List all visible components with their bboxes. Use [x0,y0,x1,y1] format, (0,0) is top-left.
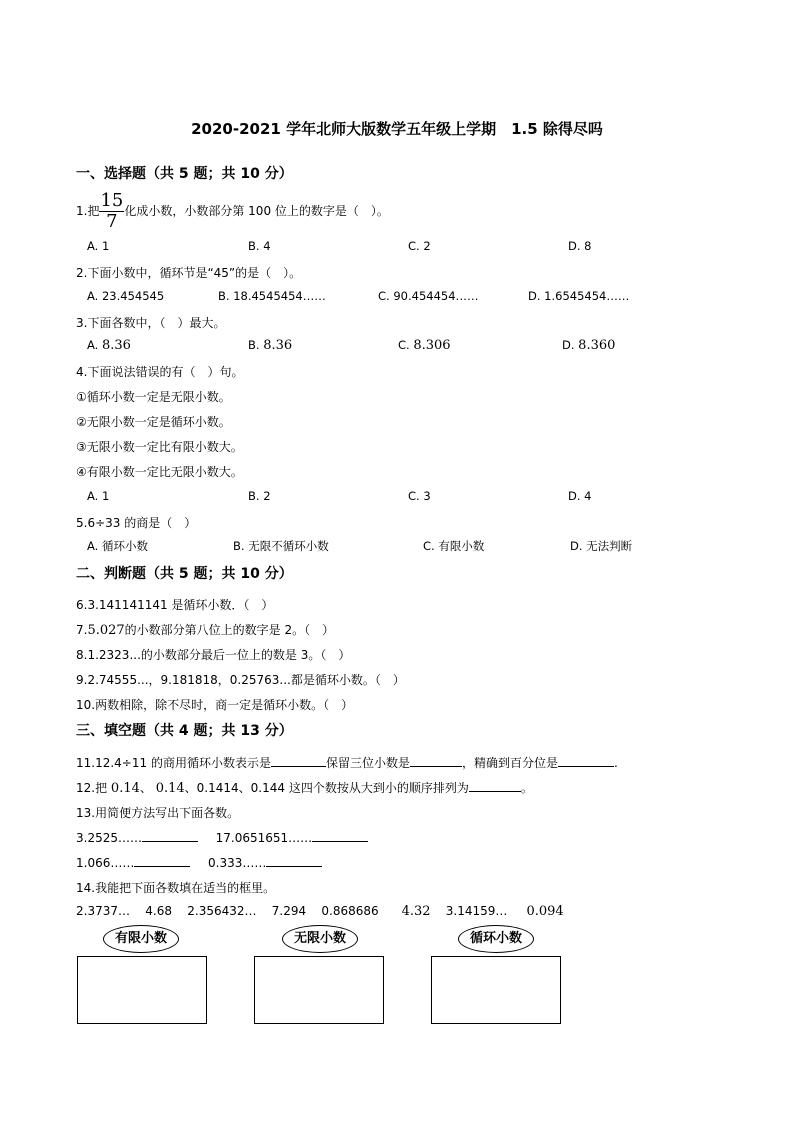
q2-option-c[interactable]: C. 90.454454…… [378,289,479,303]
label-repeating-decimal: 循环小数 [458,925,534,953]
question-4: 4.下面说法错误的有（ ）句。 [76,365,244,379]
q4-statement-3: ③无限小数一定比有限小数大。 [76,440,243,454]
q11-blank-1[interactable] [271,754,326,767]
question-8: 8.1.2323...的小数部分最后一位上的数是 3。（ ） [76,648,351,662]
q5-option-b[interactable]: B. 无限不循环小数 [233,539,329,553]
q2-option-d[interactable]: D. 1.6545454…… [528,289,630,303]
q4-option-b[interactable]: B. 2 [248,489,271,503]
q12-value-2: 0.14 [155,781,185,796]
q2-option-b[interactable]: B. 18.4545454…… [218,289,326,303]
question-1 [76,192,389,231]
q5-option-a[interactable]: A. 循环小数 [87,539,148,553]
q12-prefix: 12.把 [76,781,108,795]
q11-text-a: 11.12.4÷11 的商用循环小数表示是 [76,756,271,770]
question-12 [76,779,533,796]
option-label: B. [248,338,260,352]
q7-suffix: 的小数部分第八位上的数字是 2。（ ） [124,623,335,637]
q5-option-d[interactable]: D. 无法判断 [570,539,633,553]
q13-item-4: 0.333…… [208,856,267,870]
question-10: 10.两数相除，除不尽时，商一定是循环小数。（ ） [76,698,354,712]
q1-option-c[interactable]: C. 2 [408,239,431,253]
q4-statement-4: ④有限小数一定比无限小数大。 [76,465,243,479]
q12-suffix: 、0.1414、0.144 这四个数按从大到小的顺序排列为 [184,781,469,795]
q2-option-a[interactable]: A. 23.454545 [87,289,165,303]
question-5: 5.6÷33 的商是（ ） [76,516,197,530]
option-value: 8.306 [413,338,451,353]
q13-blank-1[interactable] [142,829,198,842]
q14-number[interactable]: 4.32 [401,904,431,919]
q14-number[interactable]: 2.356432… [187,904,257,918]
question-3: 3.下面各数中，（ ）最大。 [76,316,226,330]
q12-value-1: 0.14 [110,781,140,796]
question-14: 14.我能把下面各数填在适当的框里。 [76,881,276,895]
q14-number[interactable]: 3.14159… [445,904,508,918]
q1-option-a[interactable]: A. 1 [87,239,110,253]
q12-separator: 、 [139,781,152,795]
q4-option-a[interactable]: A. 1 [87,489,110,503]
q13-row-2 [76,854,322,870]
infinite-decimal-box[interactable] [254,956,384,1024]
label-finite-decimal: 有限小数 [103,925,179,953]
q11-text-b: 保留三位小数是 [325,756,410,770]
q13-item-2: 17.0651651…… [215,831,313,845]
q14-number[interactable]: 0.094 [526,904,564,919]
finite-decimal-box[interactable] [77,956,207,1024]
q13-blank-3[interactable] [134,854,190,867]
question-13: 13.用简便方法写出下面各数。 [76,806,240,820]
q11-text-d: . [613,756,618,770]
q4-statement-1: ①循环小数一定是无限小数。 [76,390,231,404]
q13-item-3: 1.066…… [76,856,135,870]
q1-option-d[interactable]: D. 8 [568,239,592,253]
q1-prefix: 1.把 [76,204,100,218]
section-heading-choice: 一、选择题（共 5 题；共 10 分） [76,166,293,182]
q4-option-d[interactable]: D. 4 [568,489,592,503]
q4-option-c[interactable]: C. 3 [408,489,431,503]
q1-option-b[interactable]: B. 4 [248,239,271,253]
q14-number[interactable]: 4.68 [145,904,172,918]
section-heading-judge: 二、判断题（共 5 题；共 10 分） [76,566,293,582]
option-value: 8.360 [578,338,616,353]
q13-item-1: 3.2525…… [76,831,142,845]
q11-blank-3[interactable] [558,754,614,767]
q12-blank[interactable] [469,779,521,792]
q11-text-c: ，精确到百分位是 [461,756,558,770]
q3-option-c[interactable] [398,338,451,353]
q13-row-1 [76,829,368,845]
q3-option-b[interactable] [248,338,292,353]
question-7 [76,621,334,638]
q14-number[interactable]: 7.294 [271,904,307,918]
q14-number[interactable]: 2.3737… [76,904,130,918]
fraction-denominator: 7 [106,211,118,232]
question-6: 6.3.141141141 是循环小数．（ ） [76,598,274,612]
q5-option-c[interactable]: C. 有限小数 [423,539,485,553]
q12-end: 。 [520,781,533,795]
option-label: D. [562,338,575,352]
fraction-numerator: 15 [100,190,124,211]
q11-blank-2[interactable] [410,754,462,767]
fraction-15-7 [99,192,124,231]
q7-prefix: 7. [76,623,88,637]
option-value: 8.36 [101,338,131,353]
q4-statement-2: ②无限小数一定是循环小数。 [76,415,231,429]
label-infinite-decimal: 无限小数 [282,925,358,953]
repeating-decimal-box[interactable] [431,956,561,1024]
q3-option-a[interactable] [87,338,131,353]
page-title: 2020-2021 学年北师大版数学五年级上学期 1.5 除得尽吗 [191,120,603,138]
section-heading-fill: 三、填空题（共 4 题；共 13 分） [76,723,293,739]
option-label: C. [398,338,410,352]
q13-blank-4[interactable] [266,854,322,867]
q14-numbers [76,904,564,919]
question-11 [76,754,618,771]
q1-suffix: 化成小数，小数部分第 100 位上的数字是（ ）。 [124,204,389,218]
q14-number[interactable]: 0.868686 [321,904,379,918]
q3-option-d[interactable] [562,338,615,353]
option-label: A. [87,338,99,352]
question-2: 2.下面小数中，循环节是“45”的是（ ）。 [76,266,302,280]
question-9: 9.2.74555...，9.181818，0.25763...都是循环小数。（ ） [76,673,405,687]
q13-blank-2[interactable] [312,829,368,842]
q7-repeating-decimal: 5.027 [87,623,125,638]
option-value: 8.36 [263,338,293,353]
